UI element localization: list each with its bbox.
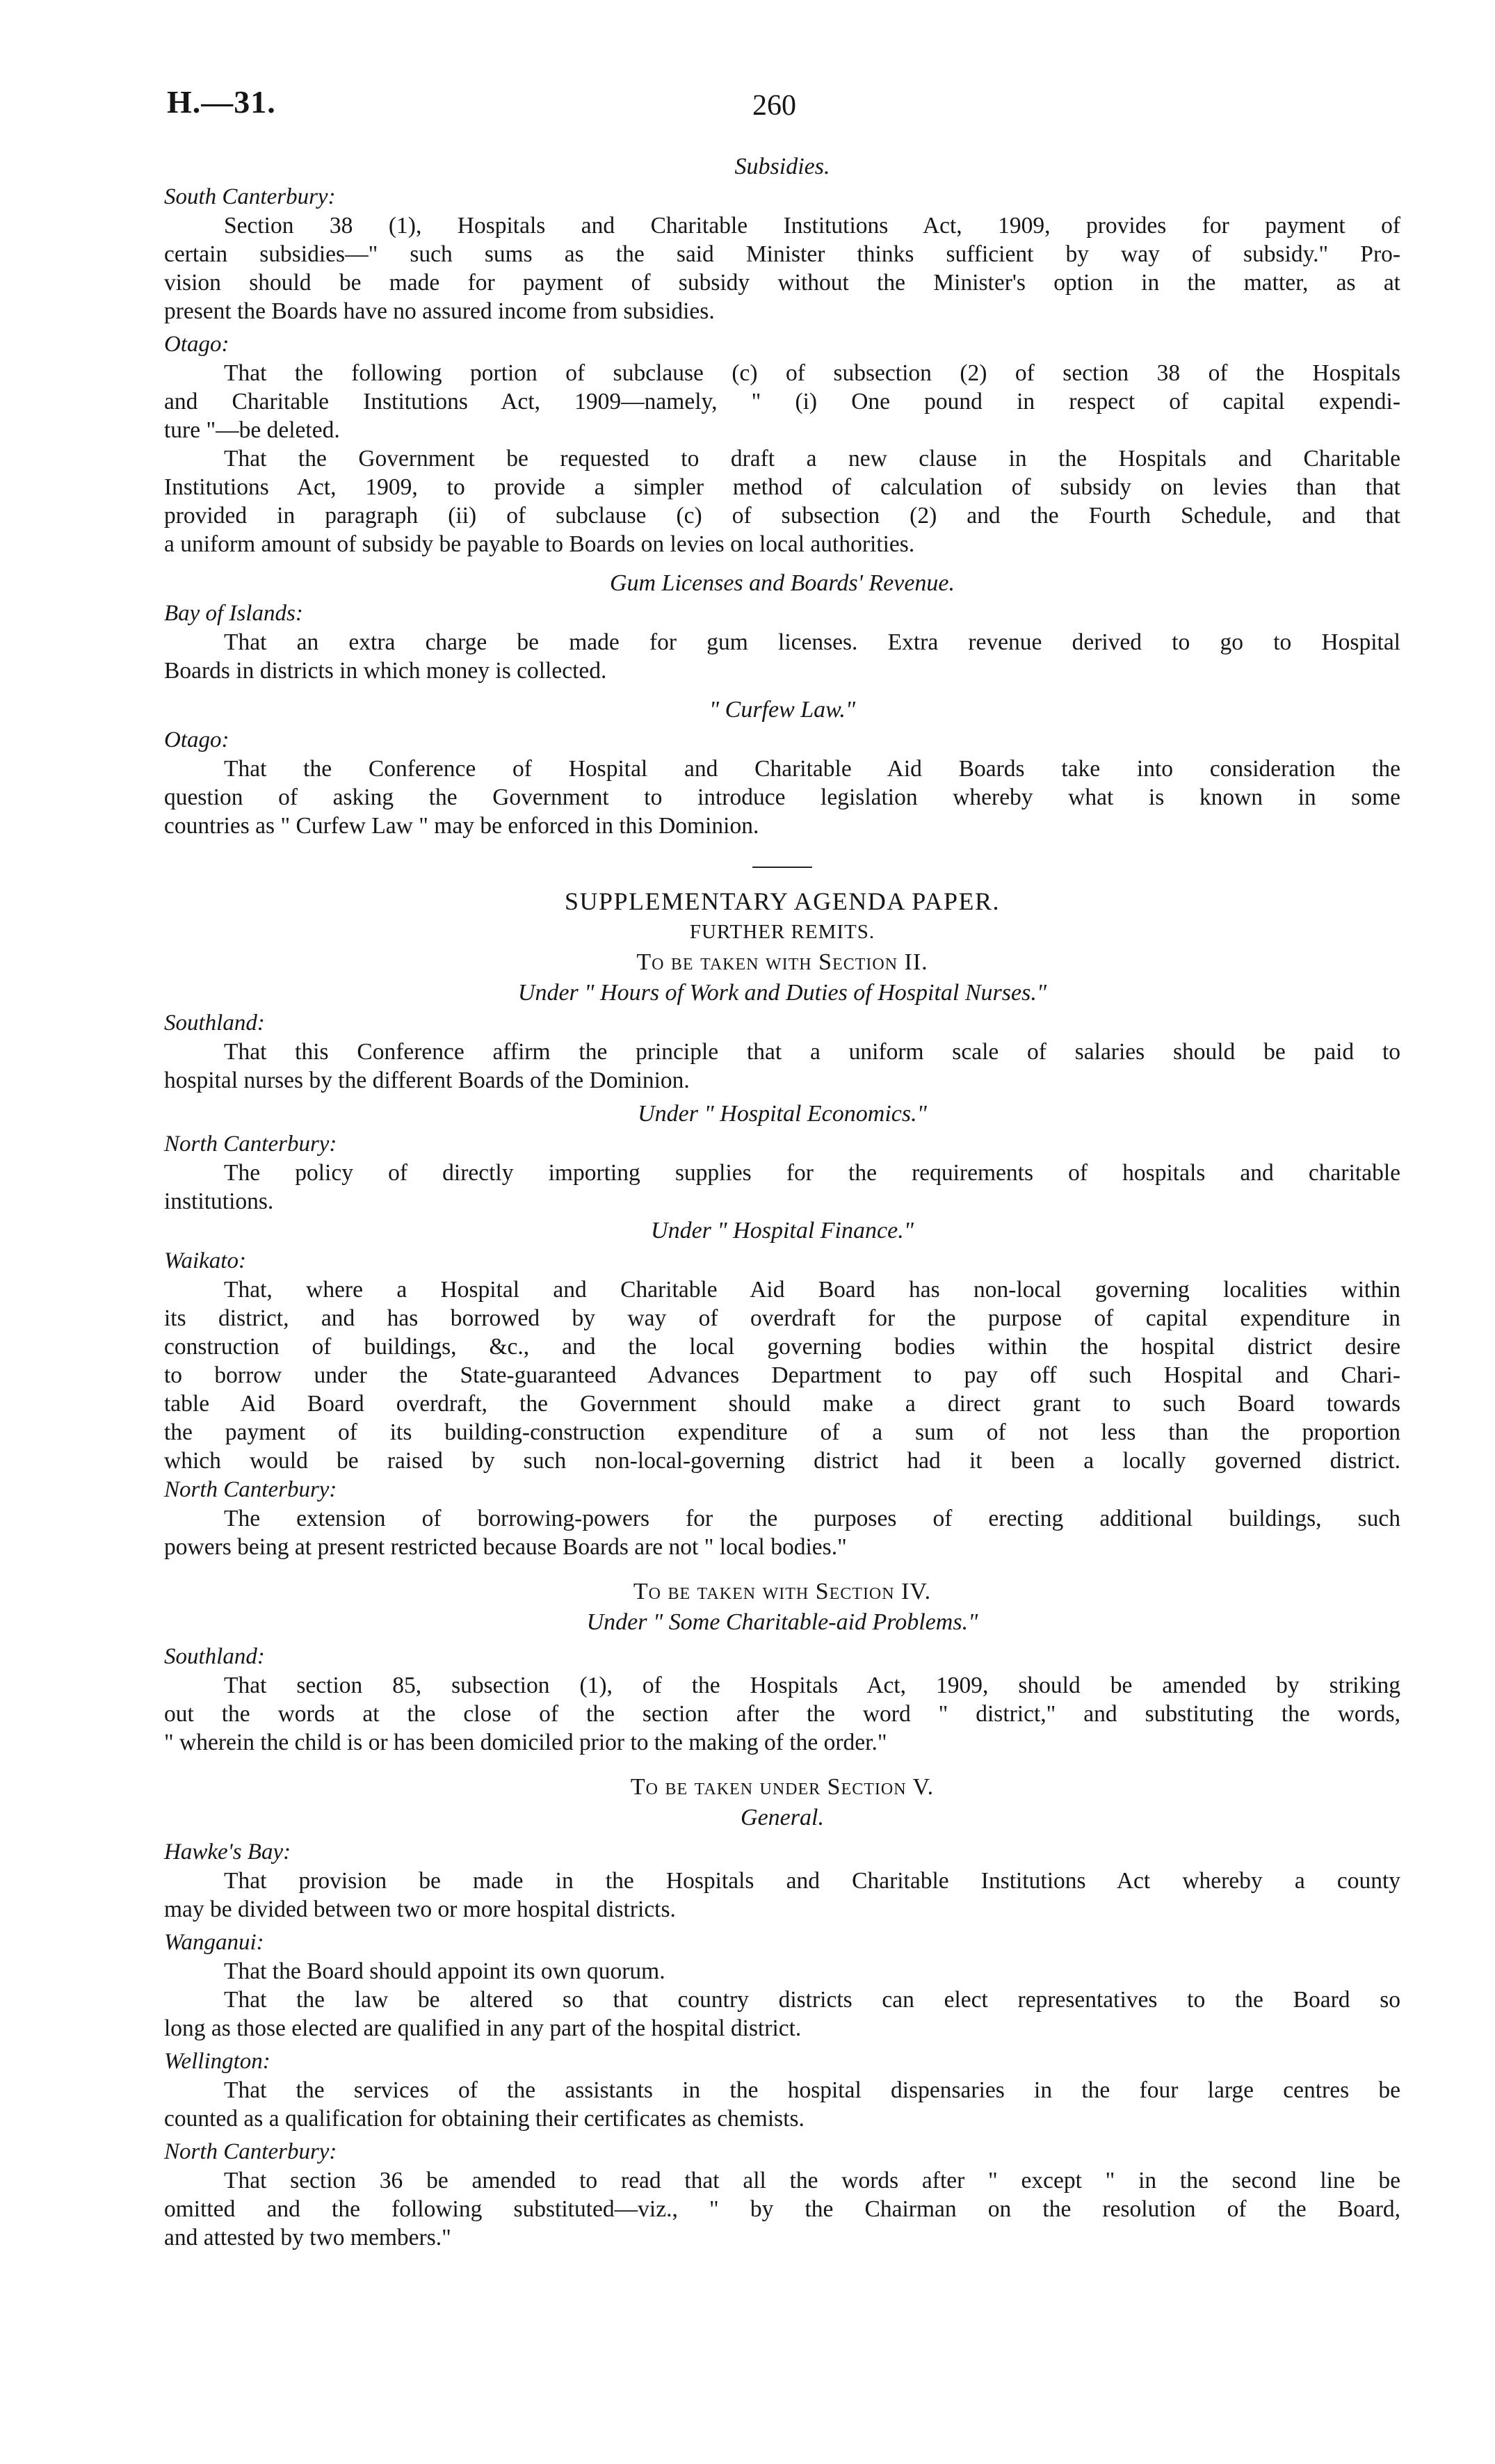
heading-hospital-finance: Under " Hospital Finance." — [651, 1218, 914, 1243]
text-line: That the Government be requested to draft a new clause in the Hospitals and Charitable — [224, 446, 1400, 472]
text-line: which would be raised by such non-local-governing district had it been a locally governed district. — [164, 1448, 1400, 1474]
text-line: ture "—be deleted. — [164, 417, 340, 443]
document-reference: H.—31. — [167, 84, 276, 120]
text-line: The policy of directly importing supplies for the requirements of hospitals and charitable — [224, 1160, 1400, 1186]
district-north-canterbury: North Canterbury: — [164, 1132, 337, 1157]
heading-section-v: To be taken under Section V. — [630, 1774, 935, 1800]
text-line: That provision be made in the Hospitals and Charitable Institutions Act whereby a county — [224, 1868, 1400, 1894]
district-south-canterbury: South Canterbury: — [164, 184, 336, 209]
district-southland: Southland: — [164, 1644, 265, 1669]
heading-section-ii: To be taken with Section II. — [636, 949, 928, 975]
text-line: That the services of the assistants in the hospital dispensaries in the four large centres be — [224, 2077, 1400, 2103]
text-line: Boards in districts in which money is collected. — [164, 658, 607, 684]
text-line: table Aid Board overdraft, the Government should make a direct grant to such Board towards — [164, 1391, 1400, 1417]
heading-nurses: Under " Hours of Work and Duties of Hospital Nurses." — [517, 980, 1047, 1006]
district-wanganui: Wanganui: — [164, 1930, 264, 1955]
district-north-canterbury: North Canterbury: — [164, 2139, 337, 2164]
text-line: That section 85, subsection (1), of the Hospitals Act, 1909, should be amended by striking — [224, 1673, 1400, 1698]
text-line: to borrow under the State-guaranteed Advances Department to pay off such Hospital and Chari- — [164, 1362, 1400, 1388]
text-line: the payment of its building-construction expenditure of a sum of not less than the proportion — [164, 1419, 1400, 1445]
text-line: present the Boards have no assured income from subsidies. — [164, 298, 715, 324]
supplementary-title: SUPPLEMENTARY AGENDA PAPER. — [564, 887, 1001, 915]
text-line: counted as a qualification for obtaining their certificates as chemists. — [164, 2106, 805, 2132]
text-line: institutions. — [164, 1189, 274, 1214]
district-bay-of-islands: Bay of Islands: — [164, 601, 303, 626]
text-line: certain subsidies—" such sums as the said Minister thinks sufficient by way of subsidy." Pro- — [164, 241, 1400, 267]
text-line: That the law be altered so that country districts can elect representatives to the Board so — [224, 1987, 1400, 2013]
district-otago: Otago: — [164, 727, 229, 752]
heading-subsidies: Subsidies. — [734, 154, 830, 179]
text-line: vision should be made for payment of subsidy without the Minister's option in the matter, as at — [164, 270, 1400, 296]
heading-charitable-aid: Under " Some Charitable-aid Problems." — [586, 1609, 978, 1635]
supplementary-subtitle: FURTHER REMITS. — [689, 921, 875, 943]
text-line: hospital nurses by the different Boards of the Dominion. — [164, 1068, 690, 1093]
district-north-canterbury: North Canterbury: — [164, 1477, 337, 1502]
text-line: question of asking the Government to introduce legislation whereby what is known in some — [164, 784, 1400, 810]
text-line: " wherein the child is or has been domiciled prior to the making of the order." — [164, 1730, 887, 1755]
page-body — [164, 152, 1400, 2252]
text-line: That the Conference of Hospital and Charitable Aid Boards take into consideration the — [224, 756, 1400, 782]
text-line: The extension of borrowing-powers for the purposes of erecting additional buildings, such — [224, 1506, 1400, 1531]
district-wellington: Wellington: — [164, 2049, 270, 2074]
district-waikato: Waikato: — [164, 1248, 246, 1273]
heading-gum-licenses: Gum Licenses and Boards' Revenue. — [609, 570, 955, 596]
text-line: That, where a Hospital and Charitable Aid Board has non-local governing localities within — [224, 1277, 1400, 1303]
heading-section-iv: To be taken with Section IV. — [633, 1579, 932, 1604]
text-line: That section 36 be amended to read that all the words after " except " in the second line be — [224, 2168, 1400, 2193]
district-southland: Southland: — [164, 1010, 265, 1036]
heading-hospital-economics: Under " Hospital Economics." — [638, 1101, 927, 1127]
heading-general: General. — [741, 1805, 824, 1830]
text-line: That the following portion of subclause (c) of subsection (2) of section 38 of the Hospitals — [224, 360, 1400, 386]
text-line: provided in paragraph (ii) of subclause (c) of subsection (2) and the Fourth Schedule, and that — [164, 503, 1400, 529]
text-line: powers being at present restricted because Boards are not " local bodies." — [164, 1534, 847, 1560]
text-line: That the Board should appoint its own quorum. — [224, 1958, 665, 1984]
page-number: 260 — [752, 90, 796, 122]
text-line: That an extra charge be made for gum licenses. Extra revenue derived to go to Hospital — [224, 629, 1400, 655]
district-hawkes-bay: Hawke's Bay: — [164, 1839, 291, 1865]
text-line: and Charitable Institutions Act, 1909—namely, " (i) One pound in respect of capital expendi- — [164, 389, 1400, 414]
section-divider — [752, 867, 812, 868]
text-line: That this Conference affirm the principle that a uniform scale of salaries should be paid to — [224, 1039, 1400, 1065]
text-line: a uniform amount of subsidy be payable to Boards on levies on local authorities. — [164, 531, 915, 557]
text-line: omitted and the following substituted—viz., " by the Chairman on the resolution of the Board, — [164, 2196, 1400, 2222]
text-line: countries as " Curfew Law " may be enforced in this Dominion. — [164, 813, 759, 839]
text-line: its district, and has borrowed by way of overdraft for the purpose of capital expenditure in — [164, 1305, 1400, 1331]
text-line: and attested by two members." — [164, 2225, 451, 2250]
text-line: may be divided between two or more hospital districts. — [164, 1897, 676, 1922]
text-line: long as those elected are qualified in any part of the hospital district. — [164, 2015, 802, 2041]
text-line: construction of buildings, &c., and the local governing bodies within the hospital district desire — [164, 1334, 1400, 1360]
text-line: Section 38 (1), Hospitals and Charitable Institutions Act, 1909, provides for payment of — [224, 213, 1400, 239]
heading-curfew-law: " Curfew Law." — [709, 697, 856, 723]
text-line: out the words at the close of the section after the word " district," and substituting the words, — [164, 1701, 1400, 1727]
district-otago: Otago: — [164, 332, 229, 357]
text-line: Institutions Act, 1909, to provide a simpler method of calculation of subsidy on levies than that — [164, 474, 1400, 500]
